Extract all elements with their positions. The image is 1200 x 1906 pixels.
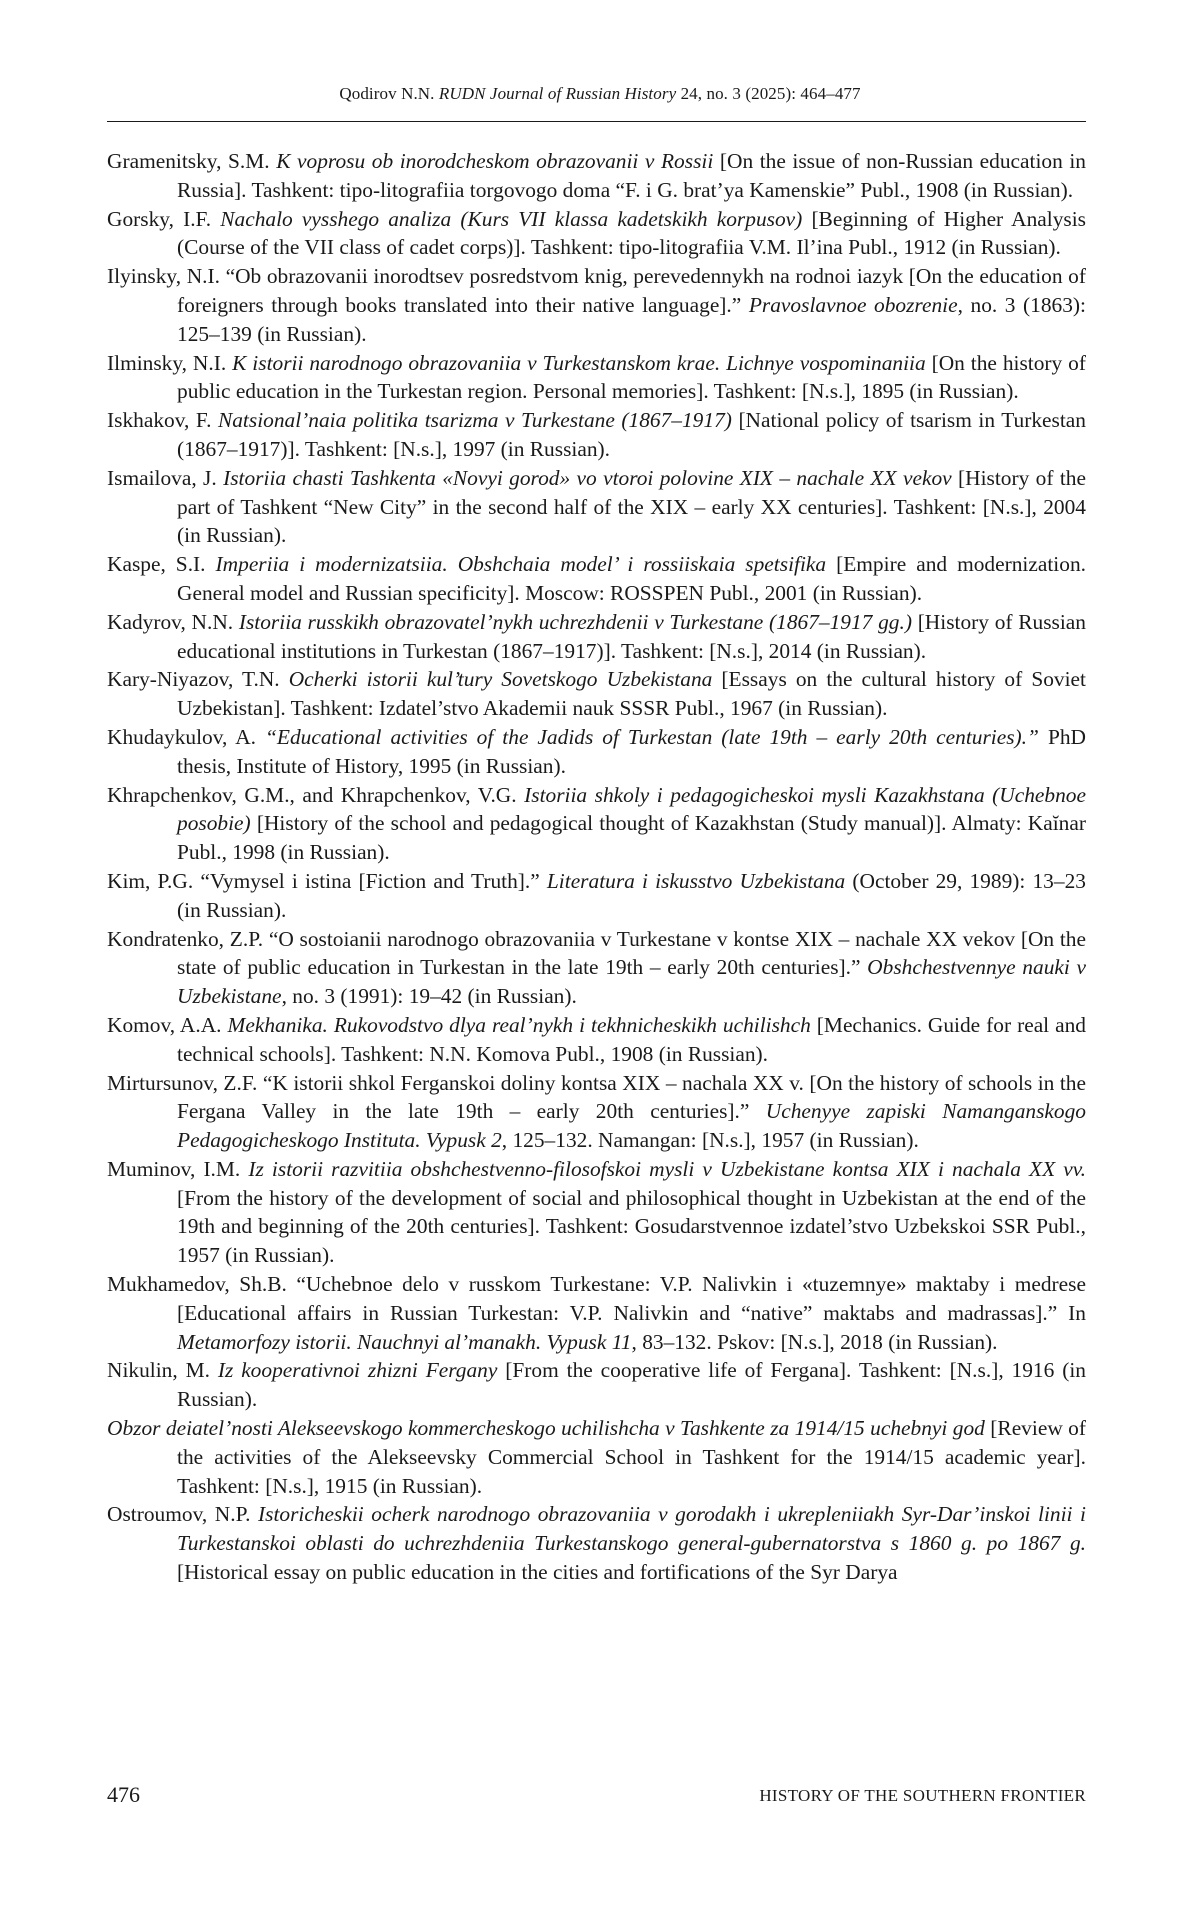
ref-title: Istoriia shkoly i pedagogicheskoi mysli Kazakhstana (Uchebnoe posobie) bbox=[177, 782, 1086, 836]
reference-item bbox=[107, 406, 1086, 464]
ref-details: PhD thesis, Institute of History, 1995 (in Russian). bbox=[177, 724, 1086, 778]
ref-author: Ostroumov, N.P. bbox=[107, 1502, 251, 1527]
ref-source: Metamorfozy istorii. Nauchnyi al’manakh. Vypusk 11 bbox=[177, 1329, 632, 1354]
ref-details: , 125–132. Namangan: [N.s.], 1957 (in Russian). bbox=[501, 1128, 919, 1153]
ref-source: Uchenyye zapiski Namanganskogo Pedagogicheskogo Instituta. Vypusk 2 bbox=[177, 1099, 1086, 1153]
reference-item bbox=[107, 205, 1086, 263]
ref-title: Istoricheskii ocherk narodnogo obrazovaniia v gorodakh i ukrepleniiakh Syr-Dar’inskoi linii i Turkestanskoi oblasti do uchrezhdeniia Turkestanskogo general-gubernatorstva s 1860 g. po 1867 g. bbox=[177, 1502, 1086, 1556]
reference-item bbox=[107, 1500, 1086, 1586]
reference-item bbox=[107, 1270, 1086, 1356]
page-number: 476 bbox=[107, 1782, 140, 1807]
ref-author: Mukhamedov, Sh.B. bbox=[107, 1272, 287, 1297]
ref-author: Kim, P.G. bbox=[107, 868, 194, 893]
ref-title: Imperiia i modernizatsiia. Obshchaia model’ i rossiiskaia spetsifika bbox=[215, 552, 827, 577]
reference-item bbox=[107, 925, 1086, 1011]
ref-title: Iz istorii razvitiia obshchestvenno-filosofskoi mysli v Uzbekistane kontsa XIX i nachala XX vv. bbox=[248, 1156, 1086, 1181]
ref-author: Gramenitsky, S.M. bbox=[107, 149, 270, 173]
ref-source: Literatura i iskusstvo Uzbekistana bbox=[546, 868, 846, 893]
ref-author: Ilminsky, N.I. bbox=[107, 350, 227, 375]
ref-title: “Ob obrazovanii inorodtsev posredstvom knig, perevedennykh na rodnoi iazyk [On the education of foreigners through books translated into their native language].” bbox=[177, 264, 1087, 317]
ref-source: Pravoslavnoe obozrenie bbox=[748, 292, 958, 317]
ref-details: , no. 3 (1991): 19–42 (in Russian). bbox=[281, 984, 577, 1009]
ref-author: Kadyrov, N.N. bbox=[107, 609, 234, 634]
ref-author: Ismailova, J. bbox=[107, 465, 217, 490]
ref-author: Kary-Niyazov, T.N. bbox=[107, 667, 280, 692]
ref-details: [Beginning of Higher Analysis (Course of the VII class of cadet corps)]. Tashkent: tipo-litografiia V.M. Il’ina Publ., 1912 (in Russian). bbox=[177, 206, 1087, 260]
ref-title: Ocherki istorii kul’tury Sovetskogo Uzbekistana bbox=[288, 667, 713, 692]
ref-details: [Historical essay on public education in the cities and fortifications of the Syr Darya bbox=[177, 1560, 898, 1585]
ref-title: Mekhanika. Rukovodstvo dlya real’nykh i tekhnicheskikh uchilishch bbox=[227, 1012, 811, 1037]
ref-title: Natsional’naia politika tsarizma v Turkestane (1867–1917) bbox=[217, 408, 732, 433]
ref-details: [National policy of tsarism in Turkestan (1867–1917)]. Tashkent: [N.s.], 1997 (in Russian). bbox=[177, 408, 1086, 461]
reference-item bbox=[107, 723, 1086, 781]
ref-title: “Uchebnoe delo v russkom Turkestane: V.P. Nalivkin i «tuzemnye» maktaby i medrese [Educational affairs in Russian Turkestan: V.P. Nalivkin and “native” maktabs and madrassas].” In bbox=[177, 1272, 1086, 1325]
ref-author: Komov, A.A. bbox=[107, 1012, 222, 1037]
ref-title: Iz kooperativnoi zhizni Fergany bbox=[217, 1358, 498, 1383]
reference-item bbox=[107, 867, 1086, 925]
reference-item bbox=[107, 262, 1086, 348]
ref-author: Khrapchenkov, G.M., and Khrapchenkov, V.G. bbox=[107, 782, 517, 807]
ref-title: “K istorii shkol Ferganskoi doliny kontsa XIX – nachala XX v. [On the history of schools in the Fergana Valley in the late 19th – early 20th centuries].” bbox=[177, 1070, 1086, 1124]
ref-title: Obzor deiatel’nosti Alekseevskogo kommercheskogo uchilishcha v Tashkente za 1914/15 uchebnyi god bbox=[107, 1416, 985, 1441]
reference-list bbox=[107, 147, 1086, 1587]
reference-item bbox=[107, 349, 1086, 407]
ref-author: Nikulin, M. bbox=[107, 1358, 210, 1383]
reference-item bbox=[107, 1069, 1086, 1155]
ref-title: K voprosu ob inorodcheskom obrazovanii v Rossii bbox=[276, 149, 714, 173]
ref-title: “O sostoianii narodnogo obrazovaniia v Turkestane v kontse XIX – nachale XX vekov [On the state of public education in Turkestan in the late 19th – early 20th centuries].” bbox=[177, 926, 1086, 980]
ref-details: [History of Russian educational institutions in Turkestan (1867–1917)]. Tashkent: [N.s.], 2014 (in Russian). bbox=[177, 609, 1086, 663]
ref-author: Gorsky, I.F. bbox=[107, 206, 212, 231]
reference-item bbox=[107, 1155, 1086, 1270]
header-author: Qodirov N.N. bbox=[339, 84, 435, 103]
reference-item bbox=[107, 550, 1086, 608]
ref-author: Muminov, I.M. bbox=[107, 1156, 241, 1181]
reference-item bbox=[107, 781, 1086, 867]
ref-author: Kaspe, S.I. bbox=[107, 552, 206, 577]
running-header bbox=[0, 84, 1200, 104]
ref-title: “Vymysel i istina [Fiction and Truth].” bbox=[200, 868, 540, 893]
ref-details: (October 29, 1989): 13–23 (in Russian). bbox=[177, 868, 1086, 922]
ref-details: [On the history of public education in the Turkestan region. Personal memories]. Tashkent: [N.s.], 1895 (in Russian). bbox=[177, 350, 1086, 404]
ref-details: [From the cooperative life of Fergana]. Tashkent: [N.s.], 1916 (in Russian). bbox=[177, 1358, 1086, 1412]
ref-title: K istorii narodnogo obrazovaniia v Turkestanskom krae. Lichnye vospominaniia bbox=[232, 350, 926, 375]
ref-details: [Essays on the cultural history of Soviet Uzbekistan]. Tashkent: Izdatel’stvo Akademii nauk SSSR Publ., 1967 (in Russian). bbox=[177, 667, 1086, 721]
ref-details: [From the history of the development of social and philosophical thought in Uzbekistan at the end of the 19th and beginning of the 20th centuries]. Tashkent: Gosudarstvennoe izdatel’stvo Uzbekskoi SSR Publ., 1957 (in Russian). bbox=[177, 1185, 1086, 1268]
reference-item bbox=[107, 147, 1086, 205]
ref-author: Iskhakov, F. bbox=[107, 408, 212, 433]
ref-author: Mirtursunov, Z.F. bbox=[107, 1070, 258, 1095]
ref-author: Khudaykulov, A. bbox=[107, 724, 257, 749]
ref-details: [History of the part of Tashkent “New City” in the second half of the XIX – early XX centuries]. Tashkent: [N.s.], 2004 (in Russian). bbox=[177, 465, 1086, 548]
reference-item bbox=[107, 464, 1086, 550]
header-issue: 24, no. 3 (2025): 464–477 bbox=[680, 84, 861, 103]
ref-details: [Empire and modernization. General model and Russian specificity]. Moscow: ROSSPEN Publ., 2001 (in Russian). bbox=[177, 552, 1086, 605]
ref-details: [On the issue of non-Russian education in Russia]. Tashkent: tipo-litografiia torgovogo doma “F. i G. brat’ya Kamenskie” Publ., 1908 (in Russian). bbox=[177, 149, 1087, 202]
ref-title: Istoriia russkikh obrazovatel’nykh uchrezhdenii v Turkestane (1867–1917 gg.) bbox=[238, 609, 912, 634]
ref-details: , no. 3 (1863): 125–139 (in Russian). bbox=[177, 292, 1086, 346]
reference-item bbox=[107, 608, 1086, 666]
reference-item bbox=[107, 1356, 1086, 1414]
header-rule bbox=[107, 121, 1086, 122]
ref-details: [Review of the activities of the Alekseevsky Commercial School in Tashkent for the 1914/15 academic year]. Tashkent: [N.s.], 1915 (in Russian). bbox=[177, 1416, 1086, 1498]
ref-title: Istoriia chasti Tashkenta «Novyi gorod» vo vtoroi polovine XIX – nachale XX vekov bbox=[223, 465, 952, 490]
ref-source: Obshchestvennye nauki v Uzbekistane bbox=[177, 955, 1086, 1009]
running-footer-section: HISTORY OF THE SOUTHERN FRONTIER bbox=[759, 1786, 1086, 1805]
ref-details: , 83–132. Pskov: [N.s.], 2018 (in Russian). bbox=[631, 1329, 998, 1354]
ref-title: Nachalo vysshego analiza (Kurs VII klassa kadetskikh korpusov) bbox=[220, 206, 803, 231]
header-journal: RUDN Journal of Russian History bbox=[438, 84, 677, 103]
reference-item bbox=[107, 1011, 1086, 1069]
reference-item bbox=[107, 665, 1086, 723]
ref-title: “Educational activities of the Jadids of Turkestan (late 19th – early 20th centuries).” bbox=[265, 724, 1039, 749]
reference-item bbox=[107, 1414, 1086, 1500]
ref-author: Ilyinsky, N.I. bbox=[107, 264, 220, 289]
ref-details: [Mechanics. Guide for real and technical schools]. Tashkent: N.N. Komova Publ., 1908 (in Russian). bbox=[177, 1012, 1086, 1066]
ref-details: [History of the school and pedagogical thought of Kazakhstan (Study manual)]. Almaty: Kaĭnar Publ., 1998 (in Russian). bbox=[177, 811, 1086, 865]
ref-author: Kondratenko, Z.P. bbox=[107, 926, 264, 951]
